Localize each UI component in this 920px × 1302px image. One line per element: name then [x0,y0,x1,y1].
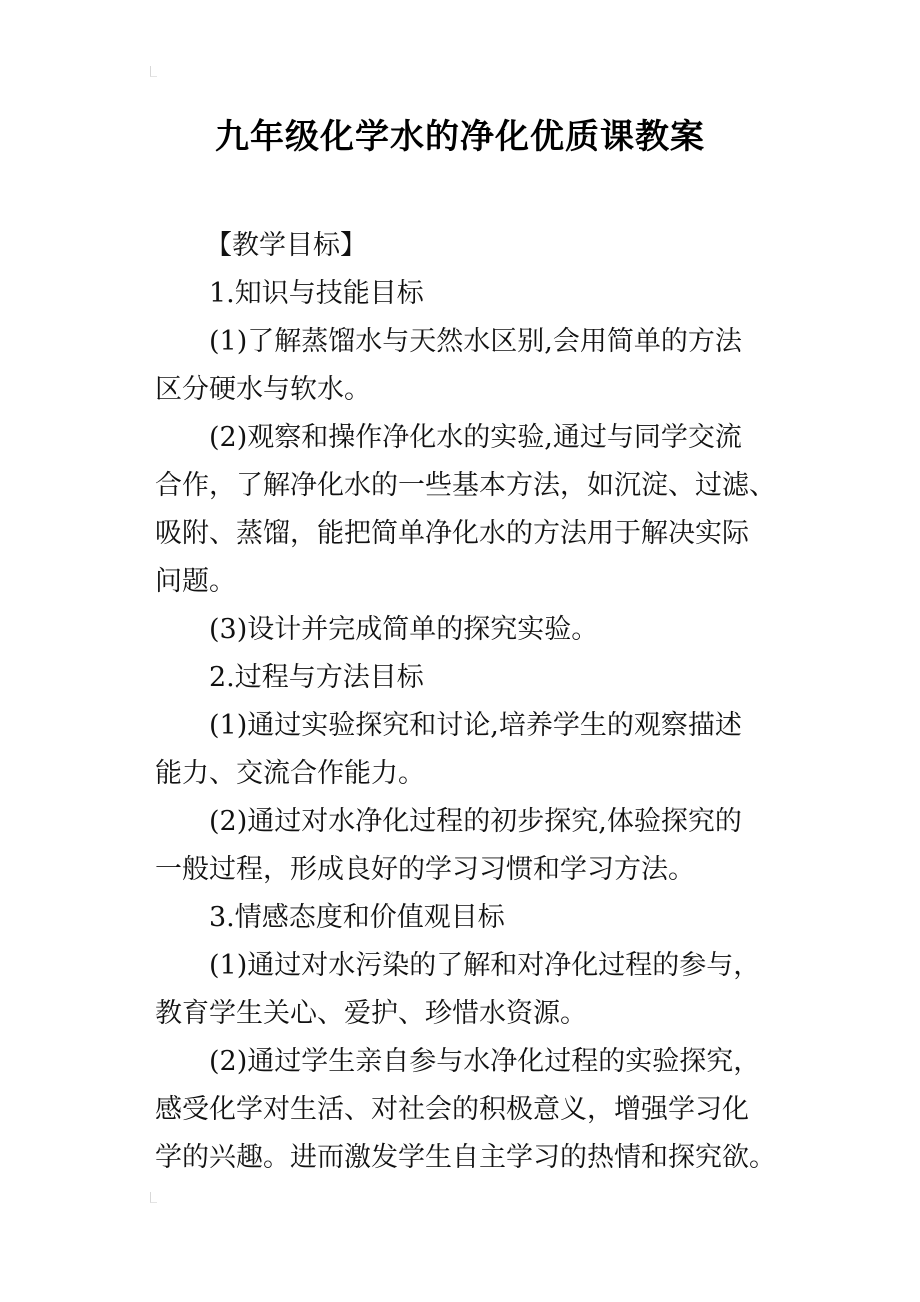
text-line: (2)观察和操作净化水的实验,通过与同学交流 [209,422,742,453]
subheading-emotion-values: 3.情感态度和价值观目标 [209,902,505,933]
text-line: (2)通过对水净化过程的初步探究,体验探究的 [209,806,742,837]
text-line: 学的兴趣。进而激发学生自主学习的热情和探究欲。 [155,1142,776,1173]
text-line: 能力、交流合作能力。 [155,758,425,789]
section-heading-teaching-goals: 【教学目标】 [205,230,367,261]
text-line: 区分硬水与软水。 [155,374,371,405]
crop-mark-bottom [150,1192,157,1203]
crop-mark-top [150,66,157,77]
text-line: (3)设计并完成简单的探究实验。 [209,614,599,645]
text-line: 教育学生关心、爱护、珍惜水资源。 [155,998,587,1029]
text-line: 问题。 [155,566,236,597]
subheading-process-methods: 2.过程与方法目标 [209,662,424,693]
text-line: (1)通过对水污染的了解和对净化过程的参与， [209,950,761,981]
subheading-knowledge-skills: 1.知识与技能目标 [209,278,424,309]
text-line: 吸附、蒸馏，能把简单净化水的方法用于解决实际 [155,518,749,549]
text-line: (1)了解蒸馏水与天然水区别,会用简单的方法 [209,326,742,357]
document-body [155,222,775,1182]
text-line: (2)通过学生亲自参与水净化过程的实验探究， [209,1046,761,1077]
document-title: 九年级化学水的净化优质课教案 [215,117,705,157]
text-line: 感受化学对生活、对社会的积极意义，增强学习化 [155,1094,749,1125]
text-line: 一般过程，形成良好的学习习惯和学习方法。 [155,854,695,885]
text-line: 合作，了解净化水的一些基本方法，如沉淀、过滤、 [155,470,776,501]
text-line: (1)通过实验探究和讨论,培养学生的观察描述 [209,710,742,741]
